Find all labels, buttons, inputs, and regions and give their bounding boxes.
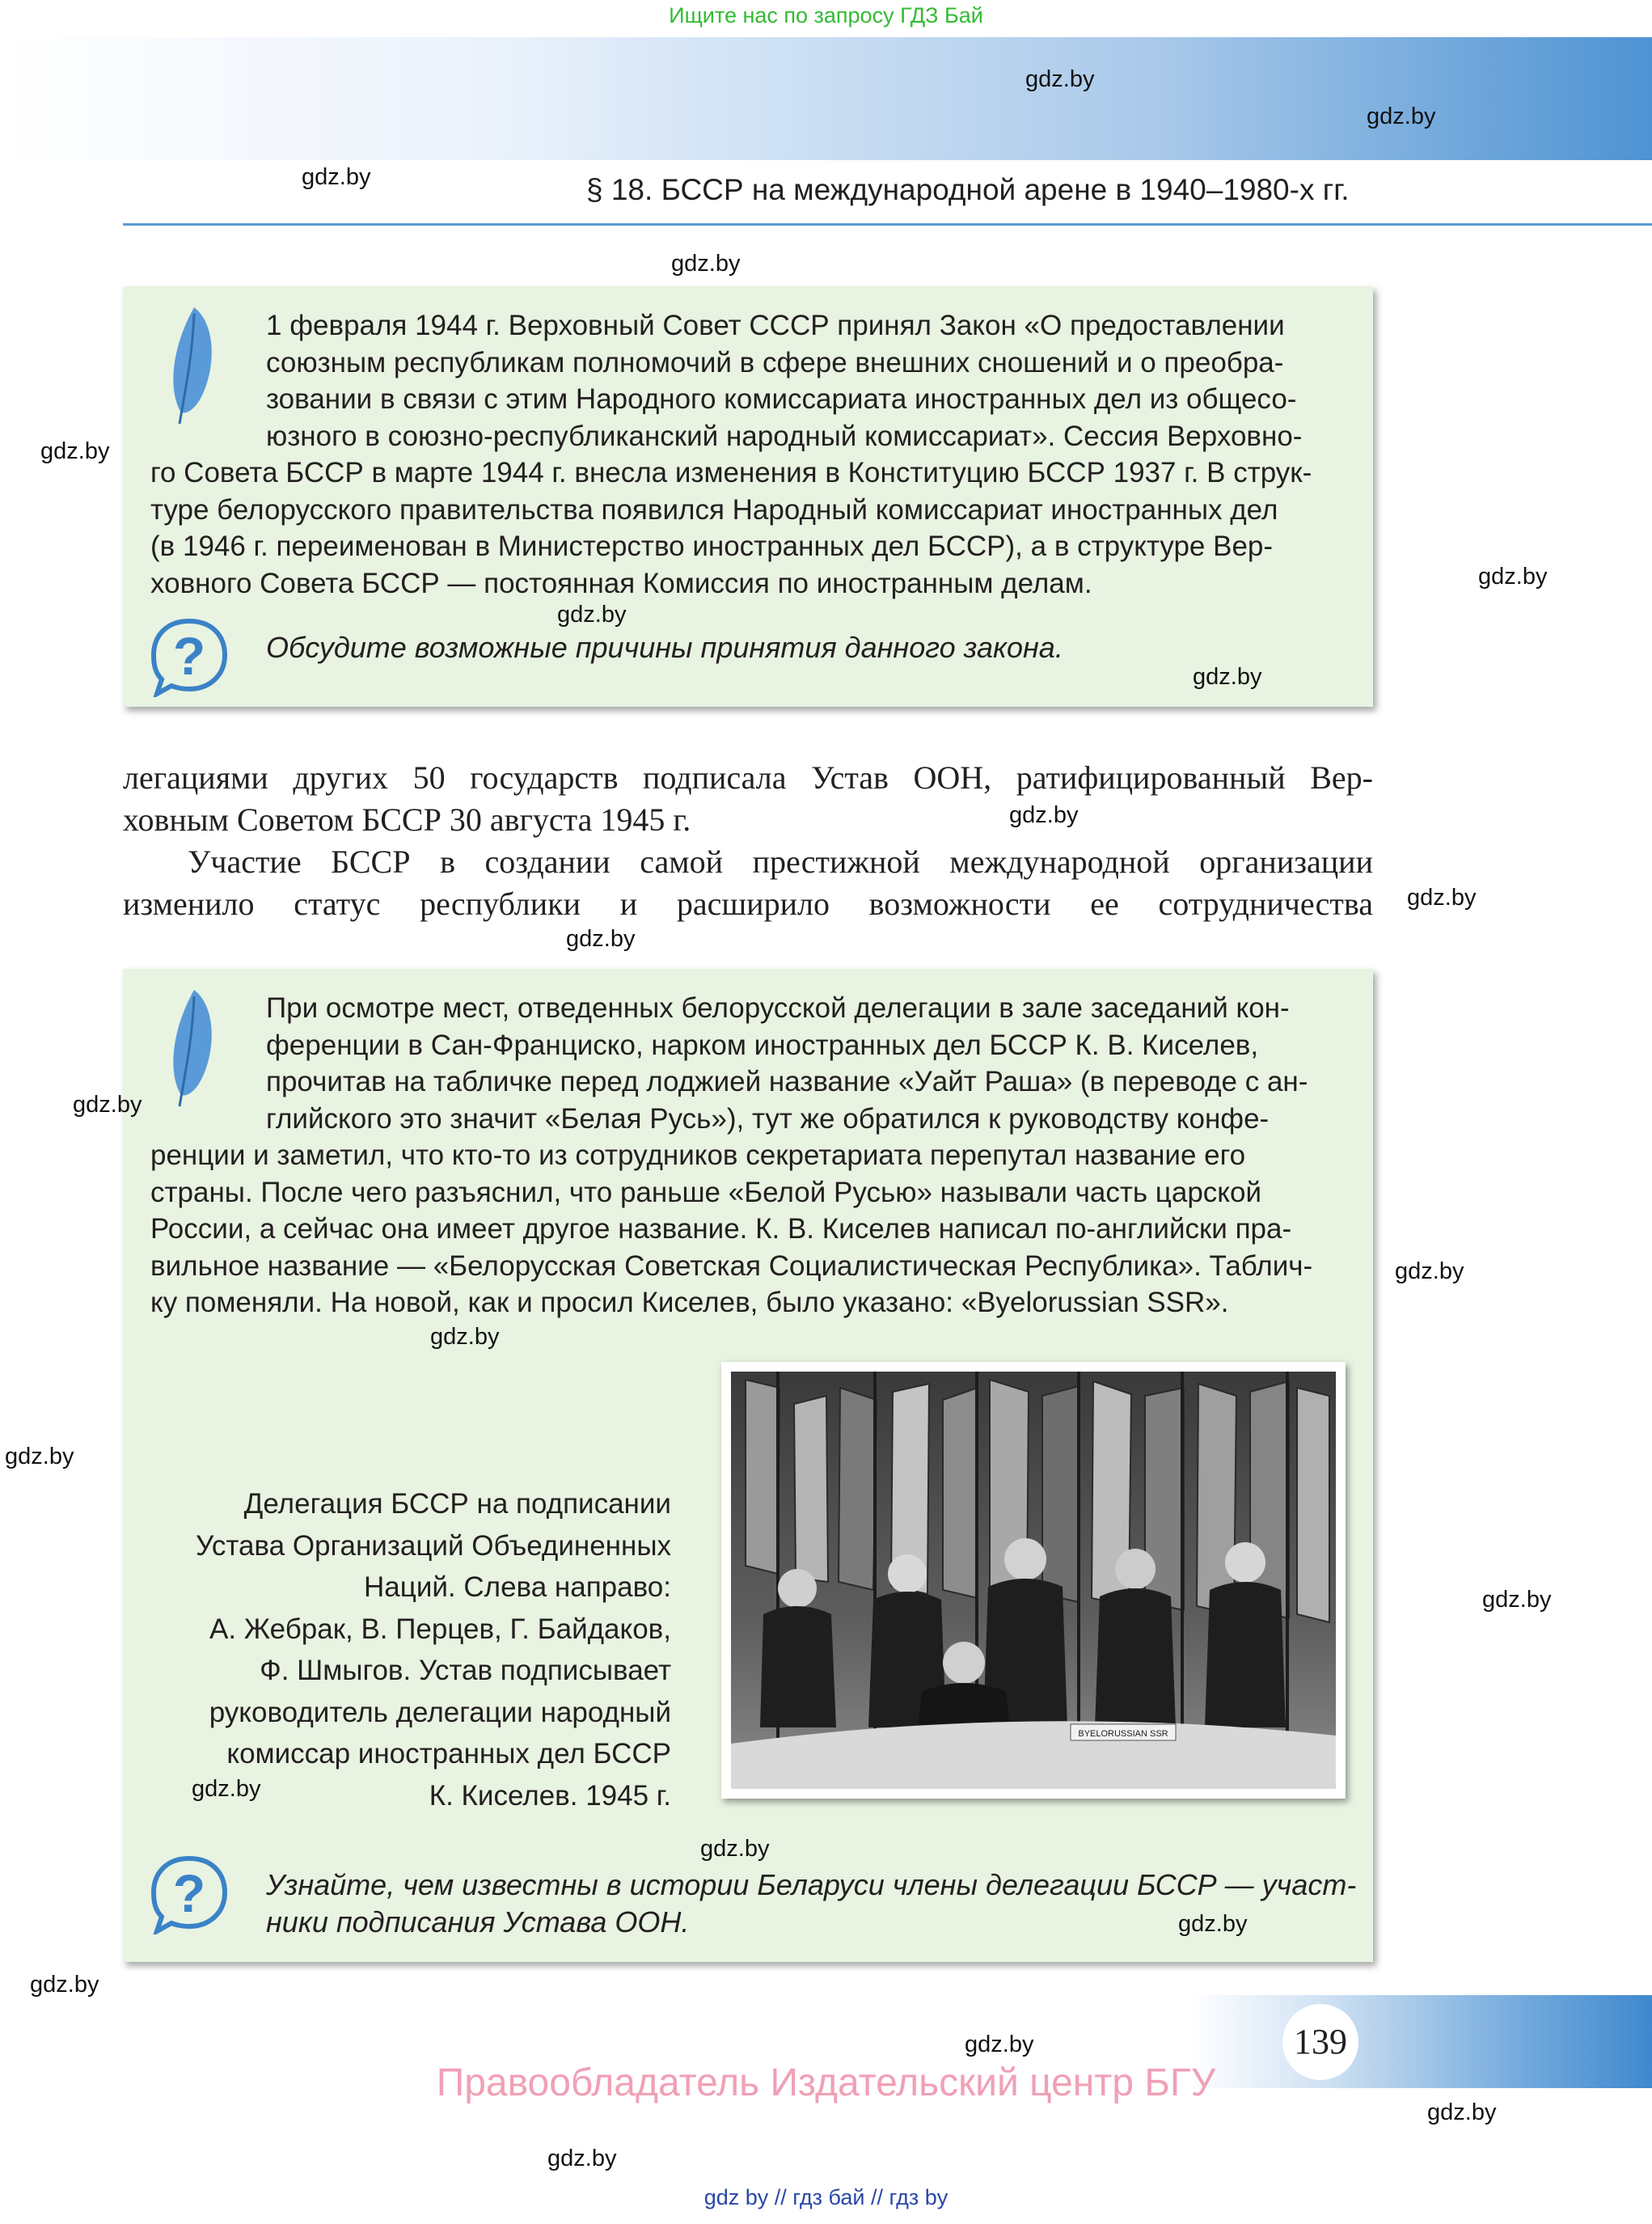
- watermark[interactable]: gdz.by: [30, 1972, 99, 1998]
- box2-line: страны. После чего разъяснил, что раньше «Белой Русью» называли часть царской: [150, 1176, 1262, 1208]
- watermark[interactable]: gdz.by: [1427, 2099, 1497, 2125]
- section-title: § 18. БССР на международной арене в 1940–1980-х гг.: [586, 173, 1350, 206]
- question-icon: [149, 1854, 230, 1934]
- watermark[interactable]: gdz.by: [1482, 1587, 1552, 1613]
- box2-text: [150, 990, 1342, 1321]
- question-icon: [149, 616, 230, 697]
- main-text-line: изменило статус республики и расширило возможности ее сотрудничества: [123, 886, 1373, 922]
- caption-line: комиссар иностранных дел БССР: [226, 1738, 671, 1769]
- watermark[interactable]: gdz.by: [430, 1324, 500, 1350]
- box2-question-line: ники подписания Устава ООН.: [266, 1905, 690, 1939]
- box2-question-line: Узнайте, чем известны в истории Беларуси члены делегации БССР — участ-: [266, 1868, 1357, 1901]
- watermark[interactable]: gdz.by: [1395, 1258, 1464, 1284]
- box1-line: 1 февраля 1944 г. Верховный Совет СССР принял Закон «О предоставлении: [266, 310, 1285, 341]
- watermark[interactable]: gdz.by: [192, 1776, 261, 1802]
- box2-line: России, а сейчас она имеет другое название. К. В. Киселев написал по-английски пра-: [150, 1213, 1292, 1245]
- box1-line: зовании в связи с этим Народного комиссариата иностранных дел из общесо-: [266, 383, 1297, 415]
- box2-line: При осмотре мест, отведенных белорусской делегации в зале заседаний кон-: [266, 992, 1290, 1024]
- box1-line: юзного в союзно-республиканский народный комиссариат». Сессия Верховно-: [266, 420, 1303, 452]
- box2-line: ференции в Сан-Франциско, нарком иностранных дел БССР К. В. Киселев,: [266, 1029, 1259, 1061]
- page-number: 139: [1282, 2004, 1358, 2080]
- box2-line: прочитав на табличке перед лоджией название «Уайт Раша» (в переводе с ан-: [266, 1066, 1308, 1097]
- caption-line: Ф. Шмыгов. Устав подписывает: [260, 1655, 671, 1686]
- watermark[interactable]: gdz.by: [1178, 1911, 1248, 1937]
- watermark[interactable]: gdz.by: [965, 2032, 1034, 2057]
- delegation-photo: [731, 1372, 1336, 1789]
- box2-line: глийского это значит «Белая Русь»), тут же обратился к руководству конфе-: [266, 1102, 1270, 1135]
- watermark[interactable]: gdz.by: [302, 164, 371, 190]
- box1-text: [150, 307, 1342, 602]
- photo-caption: [121, 1483, 671, 1816]
- top-search-banner[interactable]: Ищите нас по запросу ГДЗ Бай: [669, 3, 983, 27]
- box2-line: ренции и заметил, что кто-то из сотрудников секретариата перепутал название его: [150, 1139, 1246, 1171]
- caption-line: Делегация БССР на подписании: [243, 1488, 671, 1520]
- watermark[interactable]: gdz.by: [1009, 802, 1079, 828]
- caption-line: К. Киселев. 1945 г.: [429, 1779, 671, 1812]
- box2-line: вильное название — «Белорусская Советская Социалистическая Республика». Таблич-: [150, 1249, 1313, 1282]
- watermark[interactable]: gdz.by: [1025, 66, 1095, 92]
- watermark[interactable]: gdz.by: [1407, 885, 1477, 911]
- box1-line: ховного Совета БССР — постоянная Комиссия по иностранным делам.: [150, 567, 1092, 599]
- svg-text:?: ?: [172, 626, 206, 686]
- main-text-line: ховным Советом БССР 30 августа 1945 г.: [123, 801, 691, 838]
- box1-line: (в 1946 г. переименован в Министерство иностранных дел БССР), а в структуре Вер-: [150, 531, 1274, 562]
- box1-line: туре белорусского правительства появился Народный комиссариат иностранных дел: [150, 493, 1278, 526]
- watermark[interactable]: gdz.by: [1367, 104, 1436, 129]
- watermark[interactable]: gdz.by: [40, 438, 110, 464]
- watermark[interactable]: gdz.by: [547, 2146, 617, 2171]
- watermark[interactable]: gdz.by: [557, 602, 627, 628]
- caption-line: Наций. Слева направо:: [364, 1571, 671, 1603]
- header-band: [0, 37, 1652, 160]
- copyright: Правообладатель Издательский центр БГУ: [436, 2061, 1216, 2104]
- main-text-line: Участие БССР в создании самой престижной международной организации: [188, 844, 1373, 880]
- bottom-links[interactable]: gdz by // гдз бай // гдз by: [703, 2185, 949, 2209]
- caption-line: А. Жебрак, В. Перцев, Г. Байдаков,: [209, 1613, 671, 1645]
- caption-line: руководитель делегации народный: [209, 1696, 671, 1728]
- watermark[interactable]: gdz.by: [671, 251, 741, 277]
- watermark[interactable]: gdz.by: [700, 1836, 770, 1862]
- caption-line: Устава Организаций Объединенных: [195, 1529, 671, 1562]
- box1-line: го Совета БССР в марте 1944 г. внесла изменения в Конституцию БССР 1937 г. В струк-: [150, 457, 1312, 488]
- box1-question: Обсудите возможные причины принятия данного закона.: [266, 631, 1063, 664]
- watermark[interactable]: gdz.by: [1478, 564, 1548, 590]
- watermark[interactable]: gdz.by: [1193, 664, 1262, 690]
- main-text-line: легациями других 50 государств подписала Устав ООН, ратифицированный Вер-: [123, 759, 1373, 796]
- watermark[interactable]: gdz.by: [566, 926, 636, 952]
- svg-text:?: ?: [172, 1863, 206, 1923]
- box1-line: союзным республикам полномочий в сфере внешних сношений и о преобра-: [266, 346, 1284, 378]
- header-rule: [123, 223, 1652, 226]
- watermark[interactable]: gdz.by: [73, 1092, 142, 1118]
- watermark[interactable]: gdz.by: [5, 1444, 74, 1469]
- photo-table-sign: BYELORUSSIAN SSR: [1078, 1729, 1168, 1739]
- box2-line: ку поменяли. На новой, как и просил Киселев, было указано: «Byelorussian SSR».: [150, 1287, 1229, 1318]
